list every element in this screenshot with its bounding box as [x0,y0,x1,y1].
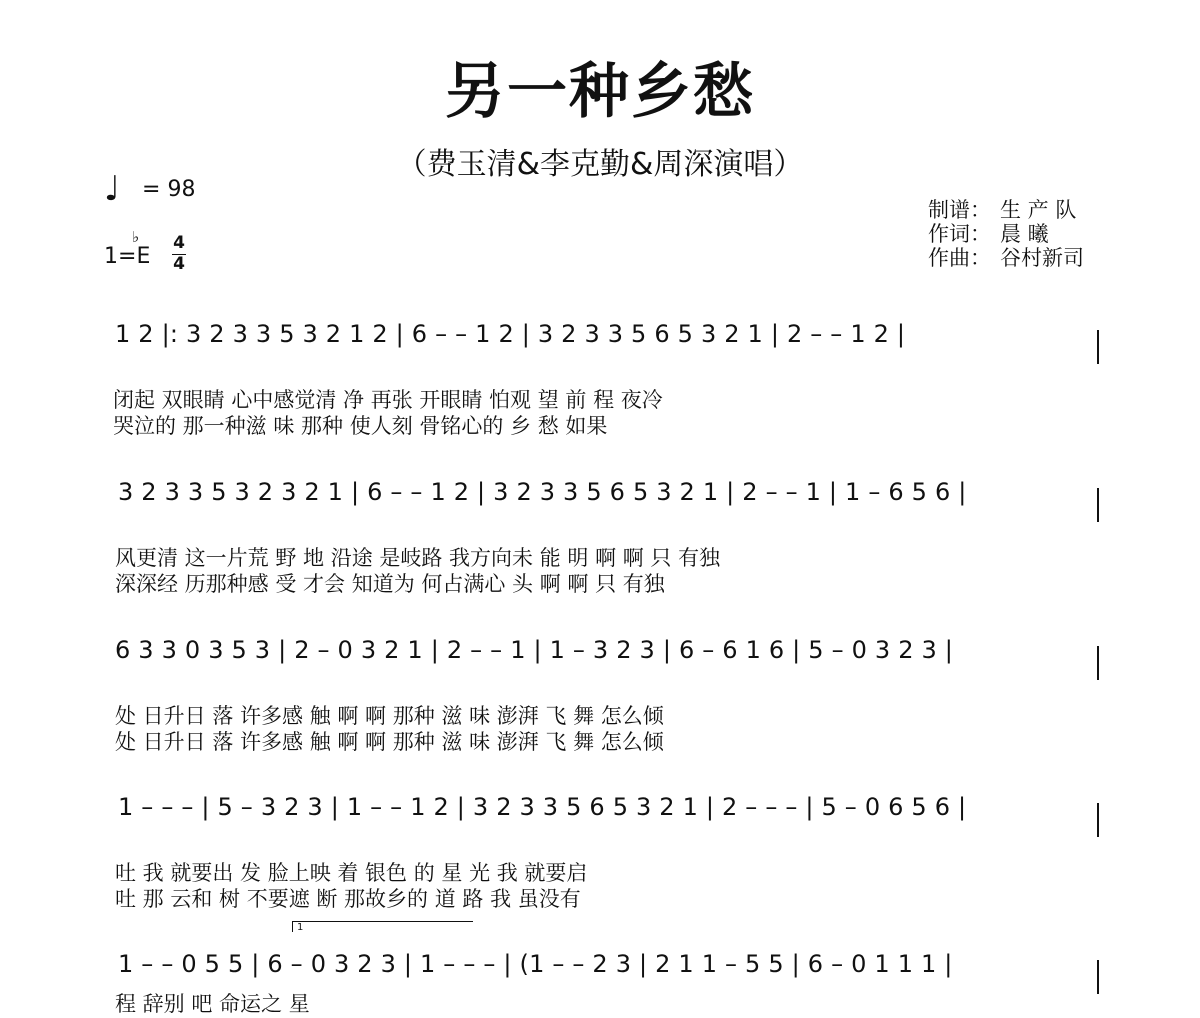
credit-value: 晨 曦 [1000,222,1049,246]
song-subtitle: （费玉清&李克勤&周深演唱） [396,147,804,182]
barline [1097,488,1099,522]
credit-label: 制谱： [928,198,991,222]
lyric-verse-2: 吐 那 云和 树 不要遮 断 那故乡的 道 路 我 虽没有 [115,887,581,911]
barline [1097,803,1099,837]
flat-sign: ♭ [132,228,140,246]
staff-line-3 [0,636,1200,756]
quarter-note-icon: ♩ [104,169,121,209]
credit-value: 谷村新司 [1000,246,1084,270]
lyric-verse-1: 吐 我 就要出 发 脸上映 着 银色 的 星 光 我 就要启 [115,861,588,885]
tempo-value: = 98 [142,176,196,202]
key-signature [104,228,151,269]
notation-line: 1 2 |: 3 2 3 3 5 3 2 1 2 | 6 – – 1 2 | 3 2 3 3 5 6 5 3 2 1 | 2 – – 1 2 | [115,320,906,348]
lyric-verse-1: 闭起 双眼睛 心中感觉清 净 再张 开眼睛 怕观 望 前 程 夜冷 [113,388,663,412]
lyric-verse-2: 哭泣的 那一种滋 味 那种 使人刻 骨铭心的 乡 愁 如果 [113,414,608,438]
key-note: E [136,244,151,269]
credits-block [928,198,1084,270]
staff-line-5 [0,950,1200,1018]
notation-line: 3 2 3 3 5 3 2 3 2 1 | 6 – – 1 2 | 3 2 3 3 5 6 5 3 2 1 | 2 – – 1 | 1 – 6 5 6 | [118,478,967,506]
credit-lyricist [928,222,1084,246]
credit-composer [928,246,1084,270]
key-prefix: 1= [104,244,137,269]
notation-line: 1 – – – | 5 – 3 2 3 | 1 – – 1 2 | 3 2 3 3 5 6 5 3 2 1 | 2 – – – | 5 – 0 6 5 6 | [118,793,967,821]
lyric-verse-2: 处 日升日 落 许多感 触 啊 啊 那种 滋 味 澎湃 飞 舞 怎么倾 [115,730,664,754]
barline [1097,960,1099,994]
volta-bracket: 1 [292,921,473,932]
time-signature [172,235,186,274]
lyric-verse-1: 处 日升日 落 许多感 触 啊 啊 那种 滋 味 澎湃 飞 舞 怎么倾 [115,704,664,728]
credit-label: 作词： [928,222,991,246]
staff-line-1 [0,320,1200,440]
tempo-marking [104,169,196,209]
credit-value: 生 产 队 [1000,198,1077,222]
time-denominator: 4 [173,253,185,274]
lyric-verse-1: 风更清 这一片荒 野 地 沿途 是岐路 我方向未 能 明 啊 啊 只 有独 [115,546,721,570]
staff-line-2 [0,478,1200,598]
staff-line-4 [0,793,1200,913]
barline [1097,330,1099,364]
notation-line: 1 – – 0 5 5 | 6 – 0 3 2 3 | 1 – – – | (1 – – 2 3 | 2 1 1 – 5 5 | 6 – 0 1 1 1 | [118,950,953,978]
credit-label: 作曲： [928,246,991,270]
time-numerator: 4 [173,233,185,253]
barline [1097,646,1099,680]
credit-arranger [928,198,1084,222]
song-title: 另一种乡愁 [445,57,755,127]
lyric-verse-1: 程 辞别 吧 命运之 星 [115,992,310,1016]
notation-line: 6 3 3 0 3 5 3 | 2 – 0 3 2 1 | 2 – – 1 | 1 – 3 2 3 | 6 – 6 1 6 | 5 – 0 3 2 3 | [115,636,954,664]
lyric-verse-2: 深深经 历那种感 受 才会 知道为 何占满心 头 啊 啊 只 有独 [115,572,665,596]
